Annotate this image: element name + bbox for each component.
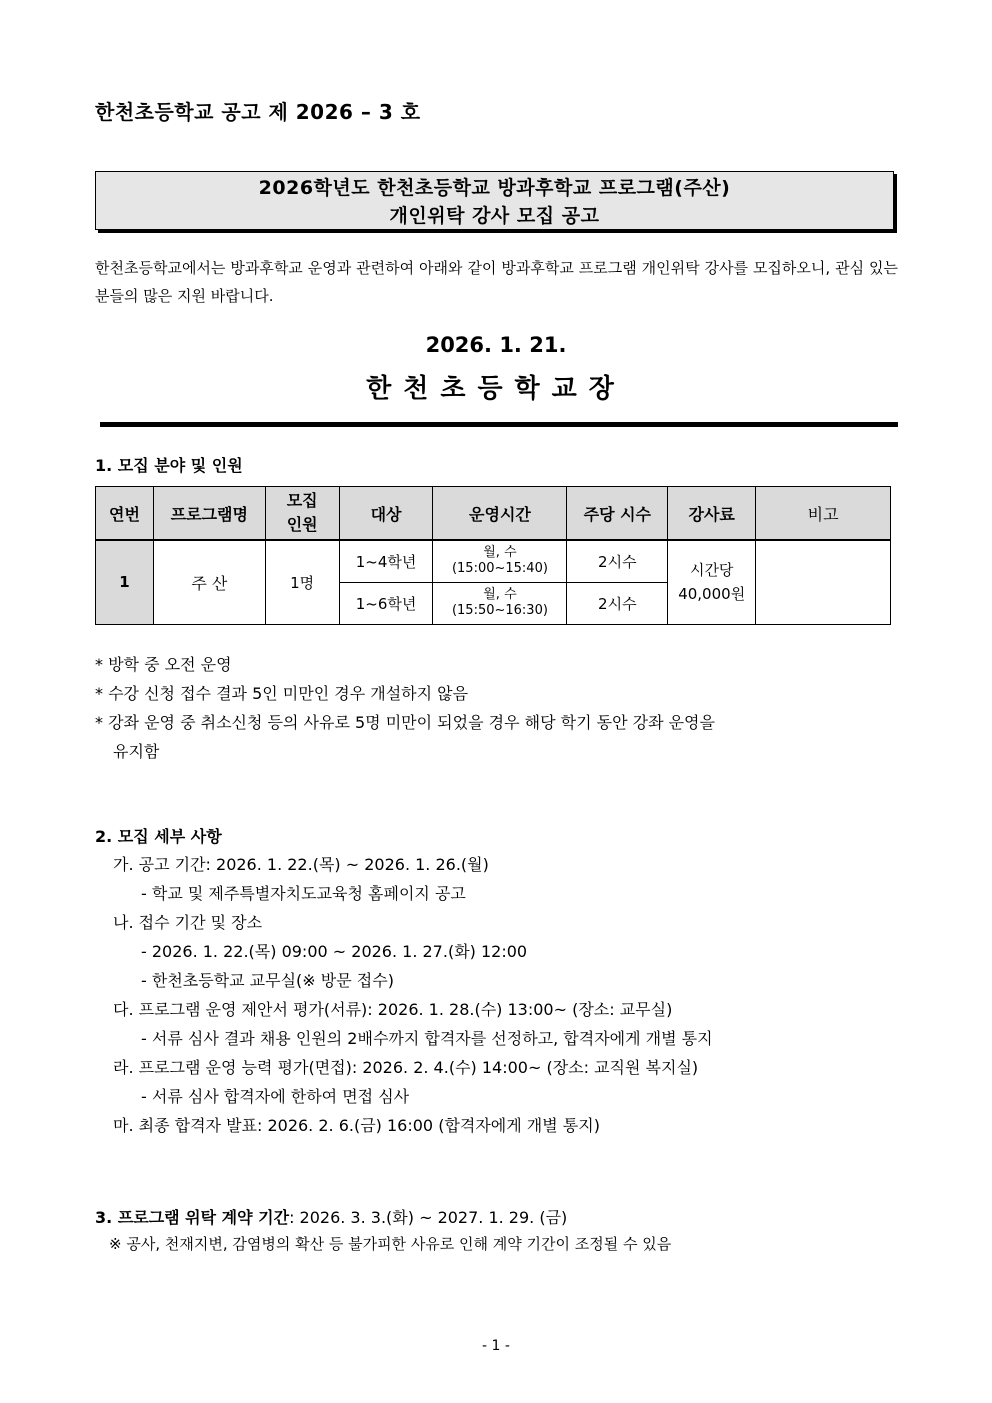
- cell-count: 1명: [265, 540, 339, 624]
- cell-fee: 시간당 40,000원: [668, 540, 756, 624]
- header-time: 운영시간: [433, 487, 567, 541]
- detail-line: 나. 접수 기간 및 장소: [113, 913, 263, 932]
- notice-date: 2026. 1. 21.: [425, 333, 567, 357]
- section2-heading: 2. 모집 세부 사항: [95, 827, 222, 846]
- detail-line: - 학교 및 제주특별자치도교육청 홈페이지 공고: [141, 884, 466, 903]
- section1-heading: 1. 모집 분야 및 인원: [95, 456, 243, 475]
- detail-line: 가. 공고 기간: 2026. 1. 22.(목) ~ 2026. 1. 26.(월): [113, 855, 489, 874]
- table-row: [96, 540, 891, 582]
- header-program: 프로그램명: [153, 487, 265, 541]
- detail-line: 라. 프로그램 운영 능력 평가(면접): 2026. 2. 4.(수) 14:00~ (장소: 교직원 복지실): [113, 1058, 699, 1077]
- cell-days: 월, 수: [483, 545, 517, 561]
- header-remark: 비고: [756, 487, 891, 541]
- cell-time: [433, 582, 567, 624]
- intro-paragraph: 한천초등학교에서는 방과후학교 운영과 관련하여 아래와 같이 방과후학교 프로그램 개인위탁 강사를 모집하오니, 관심 있는 분들의 많은 지원 바랍니다.: [95, 259, 898, 305]
- page-number: - 1 -: [482, 1338, 510, 1354]
- header-target: 대상: [339, 487, 433, 541]
- note-item: * 방학 중 오전 운영: [95, 655, 232, 674]
- cell-days: 월, 수: [483, 587, 517, 602]
- cell-target: 1~4학년: [339, 540, 433, 582]
- cell-hours-range: (15:50~16:30): [451, 603, 548, 618]
- section3: [95, 1203, 567, 1232]
- detail-line: - 서류 심사 합격자에 한하여 면접 심사: [141, 1087, 410, 1106]
- cell-no: 1: [96, 540, 154, 624]
- notice-number: 한천초등학교 공고 제 2026 – 3 호: [95, 100, 421, 124]
- section3-note: ※ 공사, 천재지변, 감염병의 확산 등 불가피한 사유로 인해 계약 기간이 조정될 수 있음: [109, 1235, 672, 1253]
- cell-weekly-hours: 2시수: [567, 582, 668, 624]
- contract-period: : 2026. 3. 3.(화) ~ 2027. 1. 29. (금): [289, 1208, 568, 1227]
- title-line-2: 개인위탁 강사 모집 공고: [389, 205, 600, 227]
- detail-line: - 2026. 1. 22.(목) 09:00 ~ 2026. 1. 27.(화) 12:00: [141, 942, 528, 961]
- recruit-table: [95, 486, 891, 625]
- cell-hours-range: (15:00~15:40): [451, 561, 548, 577]
- principal-signature: 한천초등학교장: [366, 374, 626, 404]
- cell-program: 주 산: [153, 540, 265, 624]
- header-hours: 주당 시수: [567, 487, 668, 541]
- table-header-row: [96, 487, 891, 541]
- divider: [100, 422, 898, 427]
- section3-heading: 3. 프로그램 위탁 계약 기간: [95, 1208, 290, 1227]
- cell-remark: [756, 540, 891, 624]
- detail-line: 다. 프로그램 운영 제안서 평가(서류): 2026. 1. 28.(수) 13:00~ (장소: 교무실): [113, 1000, 673, 1019]
- header-count: 모집 인원: [265, 487, 339, 541]
- header-fee: 강사료: [668, 487, 756, 541]
- note-item: 유지함: [113, 742, 160, 761]
- detail-line: - 서류 심사 결과 채용 인원의 2배수까지 합격자를 선정하고, 합격자에게 개별 통지: [141, 1029, 713, 1048]
- note-item: * 수강 신청 접수 결과 5인 미만인 경우 개설하지 않음: [95, 684, 469, 703]
- detail-line: - 한천초등학교 교무실(※ 방문 접수): [141, 971, 394, 990]
- document-title: [95, 171, 894, 230]
- note-item: * 강좌 운영 중 취소신청 등의 사유로 5명 미만이 되었을 경우 해당 학기 동안 강좌 운영을: [95, 713, 715, 732]
- cell-weekly-hours: 2시수: [567, 540, 668, 582]
- title-line-1: 2026학년도 한천초등학교 방과후학교 프로그램(주산): [258, 177, 731, 199]
- notes-list: [95, 650, 715, 766]
- section2-details: [95, 850, 713, 1140]
- detail-line: 마. 최종 합격자 발표: 2026. 2. 6.(금) 16:00 (합격자에게 개별 통지): [113, 1116, 600, 1135]
- cell-target: 1~6학년: [339, 582, 433, 624]
- header-no: 연번: [96, 487, 154, 541]
- cell-time: [433, 540, 567, 582]
